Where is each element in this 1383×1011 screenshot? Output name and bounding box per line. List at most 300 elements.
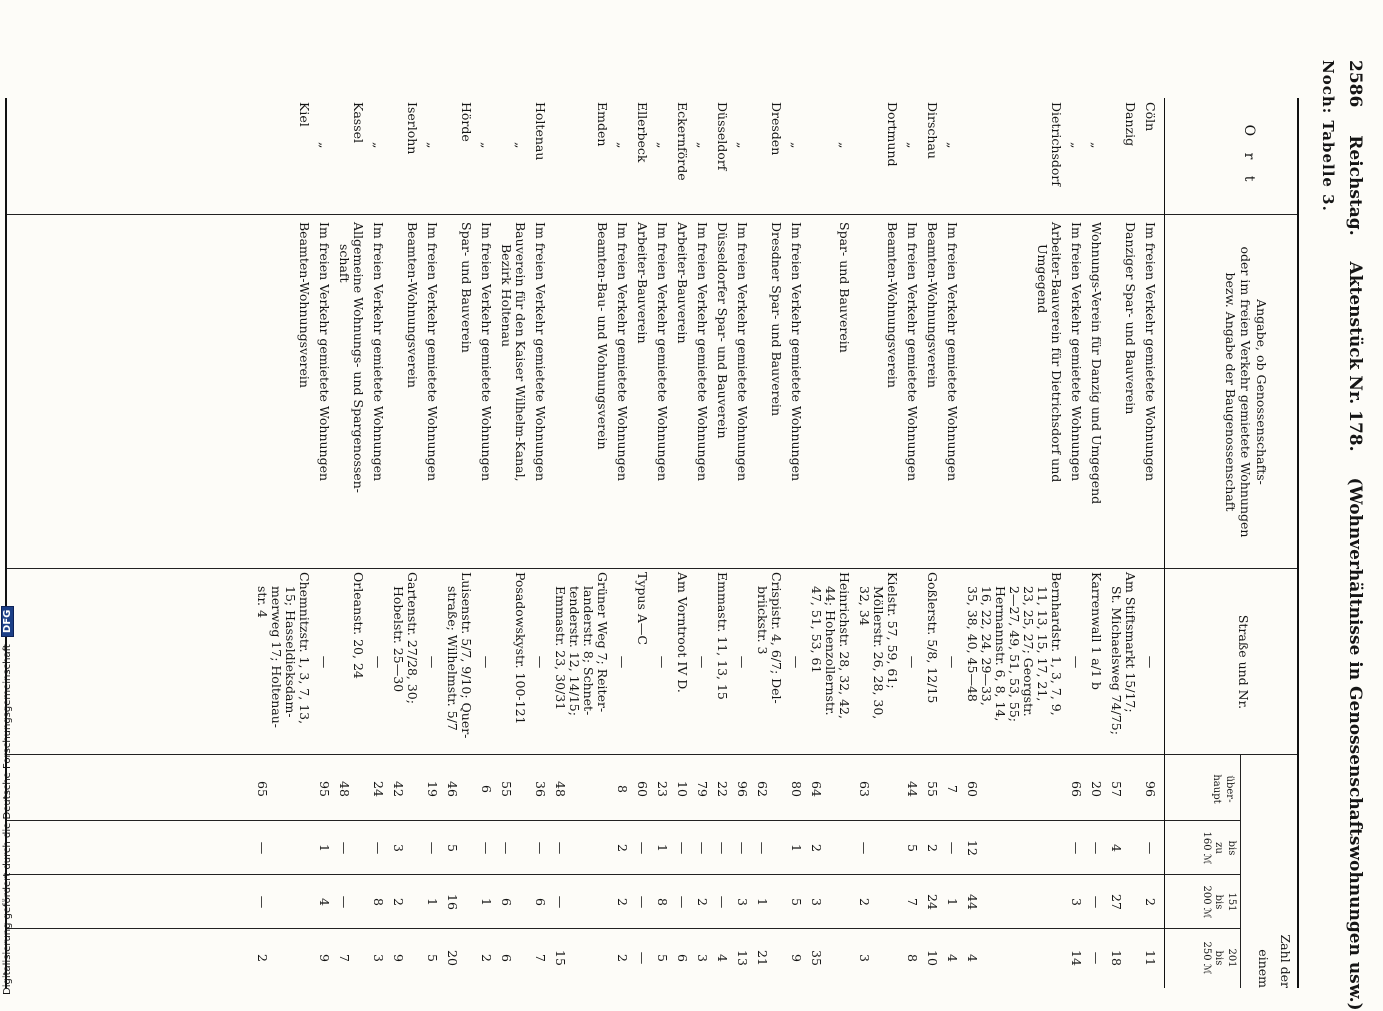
strasse-text: merweg 17; Holtenau- — [269, 586, 284, 729]
count-value: — — [1143, 841, 1158, 855]
cell-n2 — [391, 822, 405, 874]
cell-n3 — [857, 876, 871, 928]
table-row — [789, 98, 803, 988]
cell-n4 — [635, 930, 649, 986]
ort-text: Kassel — [351, 102, 366, 144]
ort-text: „ — [317, 142, 332, 149]
genossenschaft-text: Bezirk Holtenau — [499, 244, 514, 348]
count-value: 8 — [615, 785, 630, 793]
cell-genossenschaft — [735, 218, 749, 570]
col-divider — [7, 214, 1297, 215]
count-value: 3 — [695, 954, 710, 962]
count-value: — — [553, 841, 568, 855]
cell-ort — [635, 102, 649, 210]
cell-n2 — [371, 822, 385, 874]
cell-n3 — [1143, 876, 1157, 928]
strasse-text: 2—27, 49, 51, 53, 55; — [1007, 586, 1022, 722]
cell-strasse — [615, 572, 629, 752]
strasse-text: — — [789, 655, 804, 669]
cell-n4 — [445, 930, 459, 986]
cell-strasse — [479, 572, 493, 752]
count-value: 6 — [499, 954, 514, 962]
cell-genossenschaft — [425, 218, 439, 570]
cell-ort — [371, 102, 385, 210]
cell-strasse — [425, 572, 439, 752]
ort-text: Danzig — [1123, 102, 1138, 147]
count-value: 44 — [965, 894, 980, 910]
count-value: 8 — [655, 898, 670, 906]
strasse-text: 32, 34 — [857, 586, 872, 626]
cell-n3 — [533, 876, 547, 928]
count-value: — — [857, 841, 872, 855]
count-value: 36 — [533, 781, 548, 797]
cell-n1 — [655, 758, 669, 820]
cell-ort — [459, 102, 473, 210]
header-einem: einem — [1256, 949, 1271, 988]
ort-text: Eckernförde — [675, 102, 690, 181]
cell-strasse — [1069, 572, 1083, 752]
housing-table — [5, 98, 1299, 988]
cell-ort — [837, 102, 851, 210]
count-value: 7 — [905, 898, 920, 906]
count-value: 60 — [965, 781, 980, 797]
cell-n3 — [371, 876, 385, 928]
table-row — [479, 98, 493, 988]
count-value: 6 — [675, 954, 690, 962]
count-value: 19 — [425, 781, 440, 797]
genossenschaft-text: Bauverein für den Kaiser Wilhelm-Kanal, — [513, 222, 528, 482]
cell-strasse — [513, 572, 527, 752]
genossenschaft-text: Düsseldorfer Spar- und Bauverein — [715, 222, 730, 439]
cell-strasse — [905, 572, 919, 752]
count-value: 9 — [391, 954, 406, 962]
cell-genossenschaft — [371, 218, 385, 570]
count-value: 57 — [1109, 781, 1124, 797]
cell-genossenschaft — [695, 218, 709, 570]
cell-n2 — [255, 822, 269, 874]
strasse-text: str. 4 — [255, 586, 270, 618]
genossenschaft-text: Beamten-Wohnungsverein — [405, 222, 420, 388]
genossenschaft-text: Wohnungs-Verein für Danzig und Umgegend — [1089, 222, 1104, 505]
cell-n4 — [965, 930, 979, 986]
cell-n3 — [945, 876, 959, 928]
count-value: — — [675, 841, 690, 855]
strasse-text: Hermannstr. 6, 8, 14, — [993, 586, 1008, 722]
table-row — [905, 98, 919, 988]
count-value: — — [635, 895, 650, 909]
count-value: 10 — [925, 950, 940, 966]
cell-n2 — [655, 822, 669, 874]
genossenschaft-text: Im freien Verkehr gemietete Wohnungen — [735, 222, 750, 482]
cell-ort — [513, 102, 527, 210]
ort-text: „ — [371, 142, 386, 149]
genossenschaft-text: Spar- und Bauverein — [459, 222, 474, 353]
count-value: 96 — [1143, 781, 1158, 797]
table-row — [655, 98, 669, 988]
genossenschaft-text: Im freien Verkehr gemietete Wohnungen — [615, 222, 630, 482]
cell-n3 — [255, 876, 269, 928]
count-value: — — [533, 841, 548, 855]
col-divider — [7, 754, 1297, 755]
count-value: 11 — [1143, 950, 1158, 966]
cell-n3 — [1069, 876, 1083, 928]
genossenschaft-text: Im freien Verkehr gemietete Wohnungen — [1069, 222, 1084, 482]
cell-n1 — [317, 758, 331, 820]
count-value: 9 — [317, 954, 332, 962]
dfg-logo: DFG — [1, 606, 14, 637]
genossenschaft-text: Im freien Verkehr gemietete Wohnungen — [533, 222, 548, 482]
cell-ort — [715, 102, 729, 210]
strasse-text: St. Michaelsweg 74/75; — [1109, 586, 1124, 735]
cell-n1 — [371, 758, 385, 820]
cell-n4 — [905, 930, 919, 986]
cell-n2 — [1089, 822, 1103, 874]
count-value: 55 — [499, 781, 514, 797]
strasse-text: — — [1069, 655, 1084, 669]
strasse-text: Bernhardstr. 1, 3, 7, 9, — [1049, 572, 1064, 716]
genossenschaft-text: Allgemeine Wohnungs- und Spargenossen- — [351, 222, 366, 493]
cell-n1 — [945, 758, 959, 820]
cell-n4 — [499, 930, 513, 986]
genossenschaft-text: Beamten-Wohnungsverein — [925, 222, 940, 388]
count-value: 3 — [857, 954, 872, 962]
header-151-line: bis — [1213, 894, 1225, 910]
count-value: 2 — [615, 954, 630, 962]
cell-ort — [351, 102, 365, 210]
cell-strasse — [695, 572, 709, 752]
cell-n4 — [425, 930, 439, 986]
count-value: 20 — [445, 950, 460, 966]
table-row — [255, 98, 311, 988]
cell-strasse — [735, 572, 749, 752]
table-row — [809, 98, 851, 988]
count-value: 8 — [371, 898, 386, 906]
header-gen-line: Angabe, ob Genossenschafts- — [1254, 299, 1269, 485]
count-value: — — [255, 841, 270, 855]
genossenschaft-text: Im freien Verkehr gemietete Wohnungen — [317, 222, 332, 482]
cell-genossenschaft — [945, 218, 959, 570]
count-value: — — [675, 895, 690, 909]
table-row — [1109, 98, 1137, 988]
count-value: 2 — [391, 898, 406, 906]
cell-n4 — [533, 930, 547, 986]
count-value: 15 — [553, 950, 568, 966]
cell-n1 — [695, 758, 709, 820]
ort-text: Cöln — [1143, 102, 1158, 132]
strasse-text: Luisenstr. 5/7, 9/10; Quer- — [459, 572, 474, 739]
count-value: — — [635, 951, 650, 965]
count-value: 6 — [499, 898, 514, 906]
cell-n4 — [655, 930, 669, 986]
cell-n2 — [1069, 822, 1083, 874]
header-gen-line: bezw. Angabe der Baugenossenschaft — [1222, 272, 1238, 512]
cell-n3 — [905, 876, 919, 928]
cell-genossenschaft — [615, 218, 629, 570]
cell-n4 — [675, 930, 689, 986]
strasse-text: 47, 51, 53, 61 — [809, 586, 824, 674]
count-value: 46 — [445, 781, 460, 797]
cell-n3 — [425, 876, 439, 928]
count-value: 4 — [317, 898, 332, 906]
count-value: 96 — [735, 781, 750, 797]
strasse-text: — — [533, 655, 548, 669]
cell-genossenschaft — [655, 218, 669, 570]
cell-strasse — [533, 572, 547, 752]
strasse-text: — — [371, 655, 386, 669]
strasse-text: Hobelstr. 25—30 — [391, 586, 406, 693]
count-value: 21 — [755, 950, 770, 966]
cell-n4 — [371, 930, 385, 986]
count-value: 20 — [1089, 781, 1104, 797]
cell-ort — [675, 102, 689, 210]
genossenschaft-text: Beamten-Wohnungsverein — [297, 222, 312, 388]
cell-strasse — [553, 572, 609, 752]
cell-n2 — [615, 822, 629, 874]
cell-strasse — [857, 572, 899, 752]
table-row — [1069, 98, 1083, 988]
cell-n2 — [499, 822, 513, 874]
cell-n1 — [1089, 758, 1103, 820]
count-value: 5 — [445, 844, 460, 852]
header-bis160-line: 160 ℳ — [1201, 831, 1212, 865]
count-value: 24 — [371, 781, 386, 797]
strasse-text: Heinrichstr. 28, 32, 42, — [837, 572, 852, 719]
strasse-text: — — [425, 655, 440, 669]
count-value: — — [553, 895, 568, 909]
cell-n1 — [499, 758, 513, 820]
cell-n1 — [553, 758, 567, 820]
strasse-text: briickstr. 3 — [755, 586, 770, 655]
ort-text: „ — [1089, 142, 1104, 149]
cell-n1 — [337, 758, 351, 820]
cell-strasse — [391, 572, 419, 752]
cell-ort — [1049, 102, 1063, 210]
ort-text: Dietrichsdorf — [1049, 102, 1064, 187]
genossenschaft-text: Im freien Verkehr gemietete Wohnungen — [479, 222, 494, 482]
table-row — [391, 98, 419, 988]
strasse-text: — — [905, 655, 920, 669]
cell-n4 — [735, 930, 749, 986]
header-genossenschaft — [1222, 218, 1269, 566]
cell-n1 — [735, 758, 749, 820]
ort-text: „ — [905, 142, 920, 149]
cell-ort — [1089, 102, 1103, 210]
funding-note-text: Digitalisierung gefördert durch die Deutsche Forschungsgemeinschaft — [2, 644, 13, 995]
ort-text: „ — [655, 142, 670, 149]
cell-n3 — [1089, 876, 1103, 928]
cell-n4 — [1089, 930, 1103, 986]
table-row — [675, 98, 689, 988]
header-ueberhaupt — [1210, 758, 1235, 820]
cell-genossenschaft — [595, 218, 609, 570]
cell-n2 — [857, 822, 871, 874]
strasse-text: Goßlerstr. 5/8, 12/15 — [925, 572, 940, 704]
genossenschaft-text: Arbeiter-Bauverein für Dietrichsdorf und — [1049, 222, 1064, 483]
ort-text: Ellerbeck — [635, 102, 650, 163]
count-value: 27 — [1109, 894, 1124, 910]
count-value: 2 — [925, 844, 940, 852]
cell-genossenschaft — [1143, 218, 1157, 570]
cell-n2 — [479, 822, 493, 874]
ort-text: „ — [695, 142, 710, 149]
header-ueberhaupt-line: über- — [1224, 775, 1235, 803]
cell-genossenschaft — [459, 218, 473, 570]
table-row — [1089, 98, 1103, 988]
cell-genossenschaft — [635, 218, 649, 570]
header-151-line: 151 — [1226, 892, 1237, 912]
ort-text: Kiel — [297, 102, 312, 127]
cell-genossenschaft — [925, 218, 939, 570]
strasse-text: 44; Hohenzollernstr. — [823, 586, 838, 716]
cell-genossenschaft — [885, 218, 899, 570]
cell-ort — [297, 102, 311, 210]
strasse-text: straße; Wilhelmstr. 5/7 — [445, 586, 460, 731]
count-value: 24 — [925, 894, 940, 910]
cell-n3 — [1109, 876, 1123, 928]
ort-text: „ — [735, 142, 750, 149]
genossenschaft-text: schaft — [337, 244, 352, 283]
cell-n4 — [755, 930, 769, 986]
cell-n1 — [635, 758, 649, 820]
cell-n3 — [635, 876, 649, 928]
ort-text: „ — [615, 142, 630, 149]
strasse-text: — — [317, 655, 332, 669]
cell-ort — [595, 102, 609, 210]
cell-genossenschaft — [905, 218, 919, 570]
cell-ort — [317, 102, 331, 210]
cell-strasse — [351, 572, 365, 752]
count-value: — — [371, 841, 386, 855]
genossenschaft-text: Im freien Verkehr gemietete Wohnungen — [371, 222, 386, 482]
count-value: 4 — [715, 954, 730, 962]
cell-n2 — [809, 822, 823, 874]
count-value: 9 — [789, 954, 804, 962]
count-value: — — [1069, 841, 1084, 855]
genossenschaft-text: Im freien Verkehr gemietete Wohnungen — [655, 222, 670, 482]
genossenschaft-text: Umgegend — [1035, 244, 1050, 314]
genossenschaft-text: Im freien Verkehr gemietete Wohnungen — [789, 222, 804, 482]
count-value: 7 — [945, 785, 960, 793]
cell-n2 — [695, 822, 709, 874]
table-row — [925, 98, 939, 988]
genossenschaft-text: Spar- und Bauverein — [837, 222, 852, 353]
cell-n2 — [755, 822, 769, 874]
cell-n4 — [945, 930, 959, 986]
cell-strasse — [1089, 572, 1103, 752]
cell-n3 — [337, 876, 351, 928]
cell-strasse — [809, 572, 851, 752]
cell-n3 — [925, 876, 939, 928]
count-value: 10 — [675, 781, 690, 797]
cell-n1 — [809, 758, 823, 820]
cell-n1 — [615, 758, 629, 820]
cell-n4 — [479, 930, 493, 986]
cell-n3 — [317, 876, 331, 928]
count-value: 3 — [391, 844, 406, 852]
cell-n1 — [445, 758, 459, 820]
strasse-text: — — [479, 655, 494, 669]
cell-n2 — [635, 822, 649, 874]
genossenschaft-text: Im freien Verkehr gemietete Wohnungen — [1143, 222, 1158, 482]
strasse-text: Chemnitzstr. 1, 3, 7, 13, — [297, 572, 312, 725]
ort-text: „ — [789, 142, 804, 149]
count-value: 60 — [635, 781, 650, 797]
cell-ort — [615, 102, 629, 210]
cell-strasse — [1143, 572, 1157, 752]
header-bis160 — [1200, 822, 1238, 874]
cell-n2 — [553, 822, 567, 874]
header-201-line: 201 — [1226, 948, 1237, 968]
cell-n1 — [789, 758, 803, 820]
ort-text: „ — [479, 142, 494, 149]
cell-n2 — [1143, 822, 1157, 874]
cell-strasse — [925, 572, 939, 752]
count-value: 5 — [655, 954, 670, 962]
count-value: 65 — [255, 781, 270, 797]
cell-strasse — [945, 572, 959, 752]
cell-n1 — [533, 758, 547, 820]
cell-n4 — [925, 930, 939, 986]
genossenschaft-text: Beamten-Bau- und Wohnungsverein — [595, 222, 610, 450]
header-strasse: Straße und Nr. — [1236, 614, 1251, 710]
strasse-text: Grüner Weg 7; Reiter- — [595, 572, 610, 713]
count-value: 3 — [371, 954, 386, 962]
count-value: — — [337, 895, 352, 909]
table-row — [945, 98, 959, 988]
cell-ort — [533, 102, 547, 210]
header-151-200 — [1200, 876, 1238, 928]
count-value: 3 — [1069, 898, 1084, 906]
strasse-text: Gartenstr. 27/28, 30; — [405, 572, 420, 704]
cell-n4 — [317, 930, 331, 986]
header-zahl: Zahl der — [1278, 934, 1293, 988]
cell-n3 — [445, 876, 459, 928]
count-value: 22 — [715, 781, 730, 797]
count-value: — — [337, 841, 352, 855]
count-value: — — [479, 841, 494, 855]
count-value: 1 — [755, 898, 770, 906]
strasse-text: Emmastr. 11, 13, 15 — [715, 572, 730, 700]
header-bis160-line: zu — [1213, 842, 1225, 854]
cell-ort — [1069, 102, 1083, 210]
cell-ort — [1123, 102, 1137, 210]
cell-ort — [735, 102, 749, 210]
count-value: 95 — [317, 781, 332, 797]
cell-n4 — [789, 930, 803, 986]
count-value: 63 — [857, 781, 872, 797]
cell-strasse — [755, 572, 783, 752]
cell-strasse — [789, 572, 803, 752]
cell-genossenschaft — [1123, 218, 1137, 570]
cell-strasse — [445, 572, 473, 752]
genossenschaft-text: Beamten-Wohnungsverein — [885, 222, 900, 388]
strasse-text: 35, 38, 40, 45—48 — [965, 586, 980, 702]
cell-n3 — [735, 876, 749, 928]
cell-n1 — [905, 758, 919, 820]
cell-genossenschaft — [317, 218, 331, 570]
col-divider — [7, 568, 1297, 569]
genossenschaft-text: Arbeiter-Bauverein — [675, 222, 690, 344]
count-value: 1 — [655, 844, 670, 852]
ort-text: Hörde — [459, 102, 474, 142]
ort-text: Dortmund — [885, 102, 900, 167]
count-value: 7 — [337, 954, 352, 962]
strasse-text: Orleanstr. 20, 24 — [351, 572, 366, 679]
cell-n1 — [1069, 758, 1083, 820]
cell-strasse — [675, 572, 689, 752]
table-row — [755, 98, 783, 988]
cell-n4 — [1069, 930, 1083, 986]
